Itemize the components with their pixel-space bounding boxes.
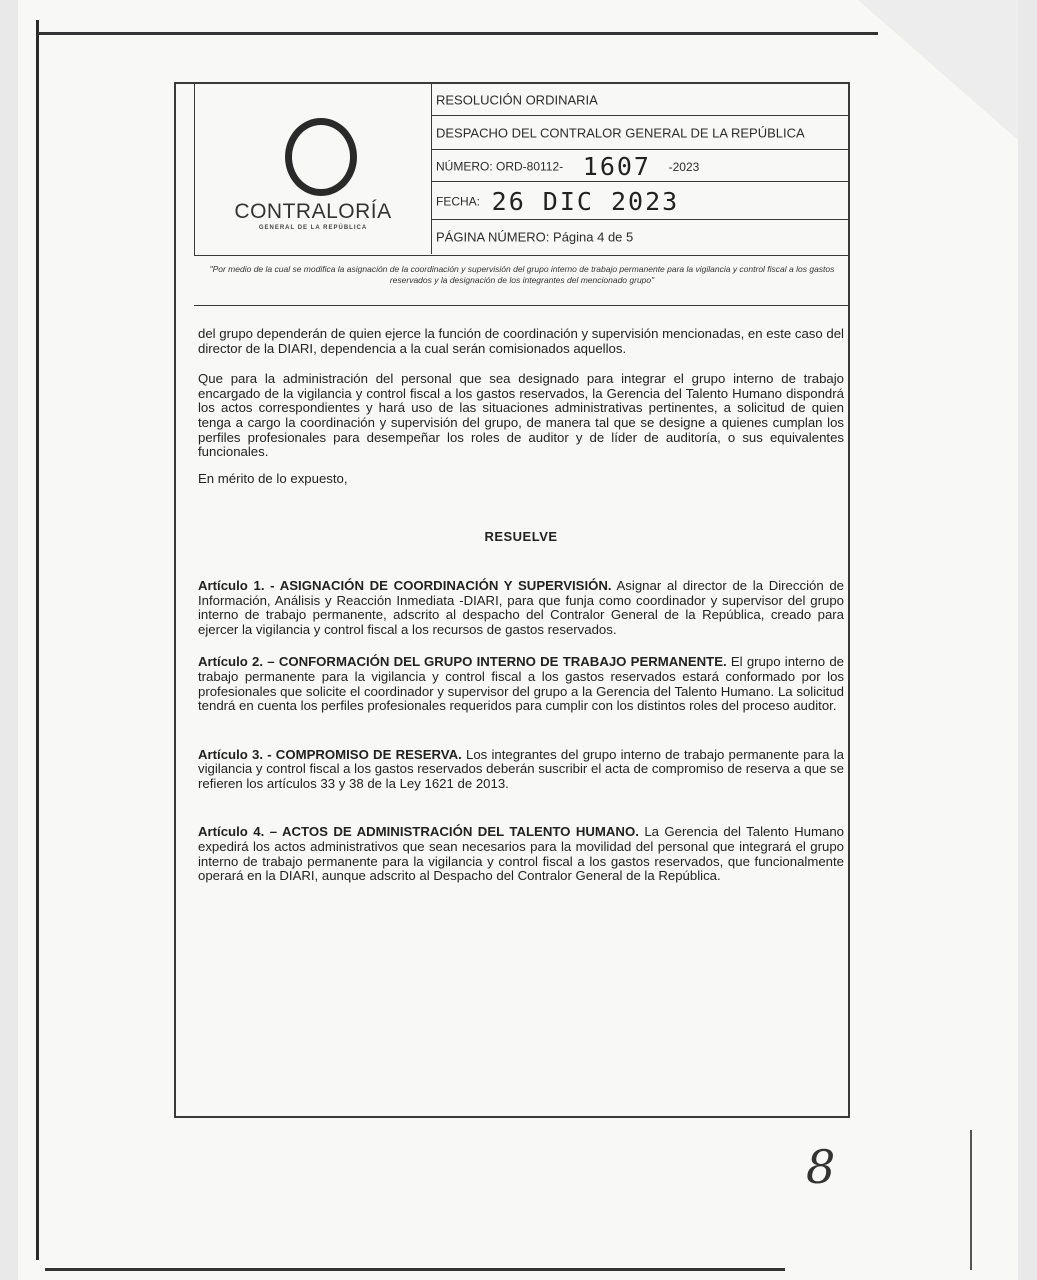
logo-subtitle: GENERAL DE LA REPÚBLICA <box>258 225 368 231</box>
office-row <box>432 116 849 150</box>
article-2 <box>198 655 844 713</box>
document-frame <box>174 82 850 1118</box>
page-number: PÁGINA NÚMERO: Página 4 de 5 <box>436 229 634 245</box>
number-value: 1607 <box>582 151 651 181</box>
number-row <box>432 150 849 182</box>
article-1 <box>198 579 844 637</box>
resolve-heading: RESUELVE <box>484 529 558 545</box>
date-label: FECHA: <box>436 194 481 209</box>
page-fold <box>858 0 1018 140</box>
handwritten-page-number: 8 <box>806 1140 836 1194</box>
number-year: -2023 <box>668 159 700 174</box>
office-name: DESPACHO DEL CONTRALOR GENERAL DE LA REPÚBLICA <box>436 125 805 141</box>
article-4-label: Artículo 4. – ACTOS DE ADMINISTRACIÓN DEL TALENTO HUMANO. <box>198 824 639 840</box>
article-2-text: El grupo interno de trabajo permanente para la vigilancia y control fiscal a los gastos reservados estará conformado por los profesionales que solicite el coordinador y supervisor del grupo a la Gerencia del Talento Humano. La solicitud tendrá en cuenta los perfiles profesionales requeridos para cumplir con los distintos roles del proceso auditor. <box>198 654 844 714</box>
article-1-label: Artículo 1. - ASIGNACIÓN DE COORDINACIÓN Y SUPERVISIÓN. <box>198 577 612 593</box>
paragraph-2: Que para la administración del personal que sea designado para integrar el grupo interno de trabajo encargado de la vigilancia y control fiscal a los gastos reservados, la Gerencia del Talento Humano dispondrá los actos correspondientes y hará uso de las situaciones administrativas pertinentes, a solicitud de quien tenga a cargo la coordinación y supervisión del grupo, de manera tal que se designe a quienes cumplan los perfiles profesionales para desempeñar los roles de auditor y de líder de auditoría, o sus equivalentes funcionales. <box>198 371 844 460</box>
scan-edge-right <box>970 1130 972 1270</box>
article-2-label: Artículo 2. – CONFORMACIÓN DEL GRUPO INTERNO DE TRABAJO PERMANENTE. <box>198 654 727 670</box>
number-label: NÚMERO: ORD-80112- <box>436 159 564 174</box>
article-4 <box>198 825 844 883</box>
date-row <box>432 182 849 220</box>
document-header <box>194 84 850 256</box>
article-4-text: La Gerencia del Talento Humano expedirá los actos administrativos que sean necesarios para la movilidad del personal que integrará el grupo interno de trabajo permanente para la vigilancia y control fiscal a los gastos reservados, que funcionalmente operará en la DIARI, aunque adscrito al Despacho del Contralor General de la República. <box>198 824 844 884</box>
date-value: 26 DIC 2023 <box>491 186 680 216</box>
logo-cell <box>195 84 432 254</box>
logo-name: CONTRALORÍA <box>234 200 392 223</box>
resolution-subject: "Por medio de la cual se modifica la asignación de la coordinación y supervisión del grupo interno de trabajo permanente para la vigilancia y control fiscal a los gastos reservados y la designación de los integrantes del mencionado grupo" <box>194 258 850 306</box>
document-body <box>198 327 844 884</box>
scan-edge-top <box>38 32 878 35</box>
scan-edge-left <box>36 20 39 1260</box>
article-1-text: Asignar al director de la Dirección de Información, Análisis y Reacción Inmediata -DIARI, para que funja como coordinador y supervisor del grupo interno de trabajo permanente, adscrito al despacho del Contralor General de la República, creado para ejercer la vigilancia y control fiscal a los recursos de gastos reservados. <box>198 577 844 637</box>
scan-edge-bottom <box>45 1268 785 1271</box>
contraloria-logo-icon <box>285 118 357 196</box>
resolution-type-row <box>432 84 849 116</box>
paragraph-1: del grupo dependerán de quien ejerce la función de coordinación y supervisión mencionadas, en este caso del director de la DIARI, dependencia a la cual serán comisionados aquellos. <box>198 326 844 356</box>
resolution-type: RESOLUCIÓN ORDINARIA <box>436 92 598 108</box>
page-number-row <box>432 220 849 254</box>
article-3-label: Artículo 3. - COMPROMISO DE RESERVA. <box>198 746 462 762</box>
paragraph-3: En mérito de lo expuesto, <box>198 470 348 486</box>
article-3 <box>198 748 844 792</box>
article-3-text: Los integrantes del grupo interno de trabajo permanente para la vigilancia y control fiscal a los gastos reservados deberán suscribir el acta de compromiso de reserva a que se refieren los artículos 33 y 38 de la Ley 1621 de 2013. <box>198 746 844 791</box>
